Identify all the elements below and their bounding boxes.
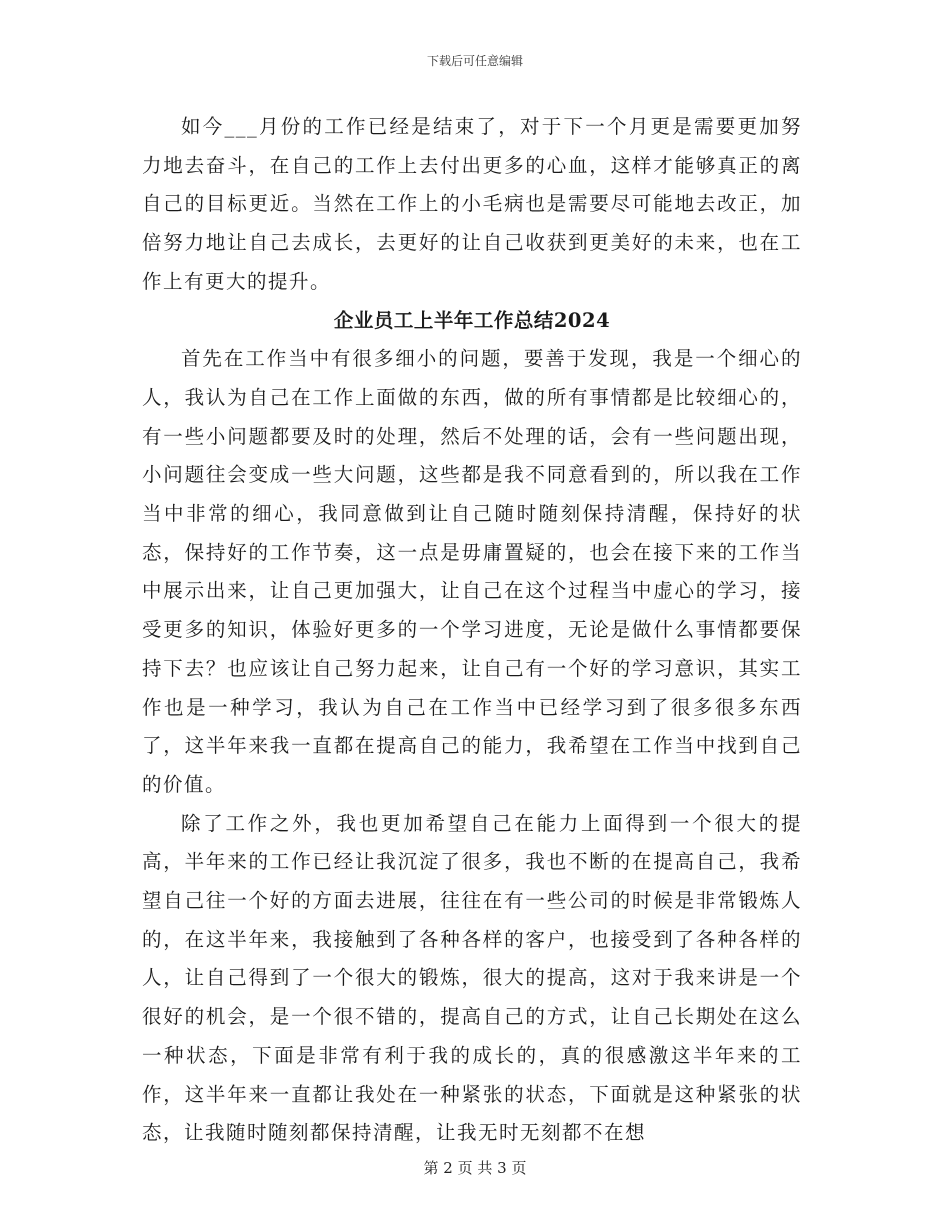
document-body (142, 108, 802, 1153)
section-title: 企业员工上半年工作总结2024 (333, 308, 611, 332)
body-paragraph-1: 首先在工作当中有很多细小的问题，要善于发现，我是一个细心的人，我认为自己在工作上面做的东西，做的所有事情都是比较细心的，有一些小问题都要及时的处理，然后不处理的话，会有一些问题出现，小问题往会变成一些大问题，这些都是我不同意看到的，所以我在工作当中非常的细心，我同意做到让自己随时随刻保持清醒，保持好的状态，保持好的工作节奏，这一点是毋庸置疑的，也会在接下来的工作当中展示出来，让自己更加强大，让自己在这个过程当中虚心的学习，接受更多的知识，体验好更多的一个学习进度，无论是做什么事情都要保持下去？也应该让自己努力起来，让自己有一个好的学习意识，其实工作也是一种学习，我认为自己在工作当中已经学习到了很多很多东西了，这半年来我一直都在提高自己的能力，我希望在工作当中找到自己的价值。 (142, 347, 802, 796)
page-number: 第 2 页 共 3 页 (423, 1159, 527, 1177)
intro-paragraph: 如今___月份的工作已经是结束了，对于下一个月更是需要更加努力地去奋斗，在自己的工作上去付出更多的心血，这样才能够真正的离自己的目标更近。当然在工作上的小毛病也是需要尽可能地去改正，加倍努力地让自己去成长，去更好的让自己收获到更美好的未来，也在工作上有更大的提升。 (142, 115, 802, 293)
page-header: 下载后可任意编辑 (426, 54, 523, 68)
body-paragraph-2: 除了工作之外，我也更加希望自己在能力上面得到一个很大的提高，半年来的工作已经让我沉淀了很多，我也不断的在提高自己，我希望自己往一个好的方面去进展，往往在有一些公司的时候是非常锻炼人的，在这半年来，我接触到了各种各样的客户，也接受到了各种各样的人，让自己得到了一个很大的锻炼，很大的提高，这对于我来讲是一个很好的机会，是一个很不错的，提高自己的方式，让自己长期处在这么一种状态，下面是非常有利于我的成长的，真的很感激这半年来的工作，这半年来一直都让我处在一种紧张的状态，下面就是这种紧张的状态，让我随时随刻都保持清醒，让我无时无刻都不在想 (142, 811, 802, 1145)
